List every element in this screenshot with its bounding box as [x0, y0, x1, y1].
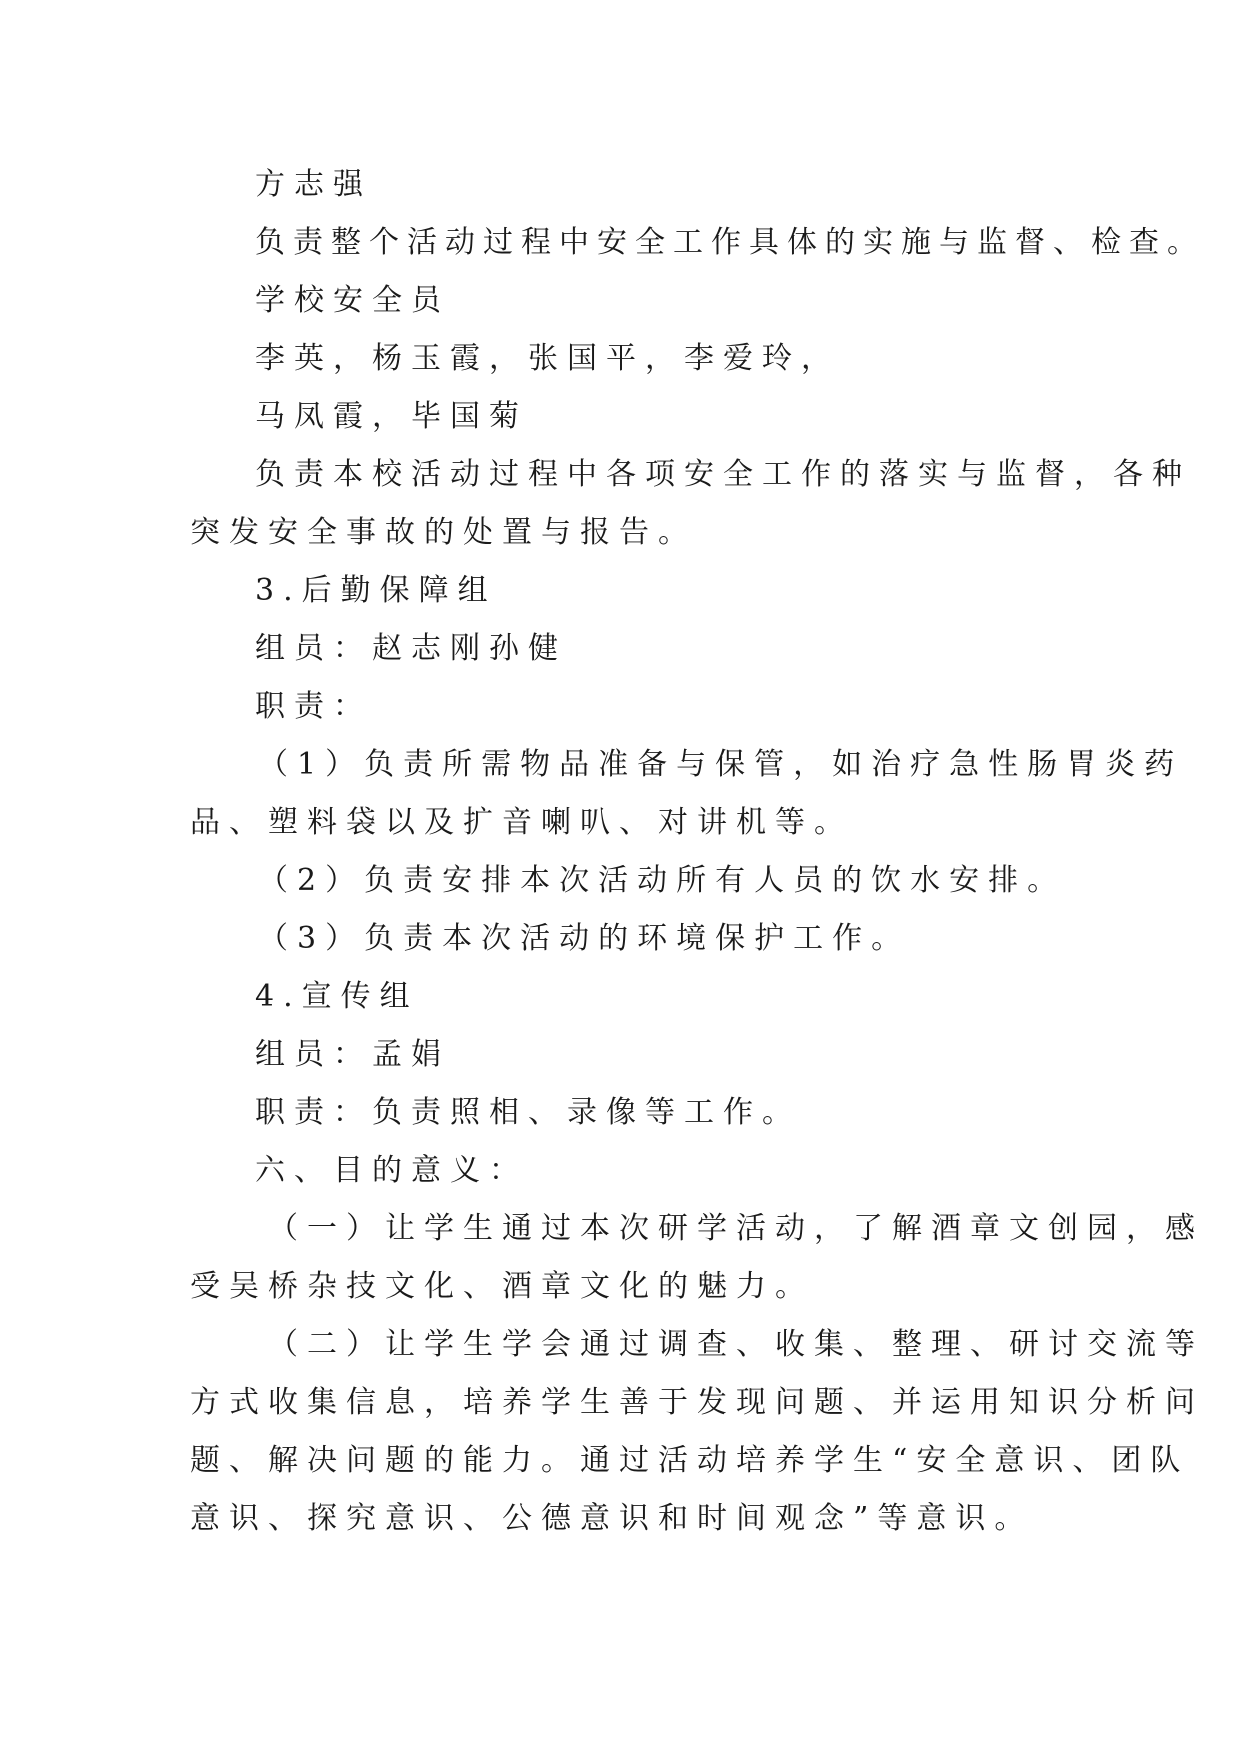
text-line: 职责：负责照相、录像等工作。: [255, 1095, 801, 1130]
text-line: （1）负责所需物品准备与保管，如治疗急性肠胃炎药: [258, 747, 1184, 782]
text-line: （二）让学生学会通过调查、收集、整理、研讨交流等: [268, 1327, 1204, 1362]
text-line: 题、解决问题的能力。通过活动培养学生“安全意识、团队: [190, 1443, 1190, 1478]
text-line: 品、塑料袋以及扩音喇叭、对讲机等。: [190, 805, 853, 840]
text-line: 4.宣传组: [255, 979, 419, 1014]
text-line: 方式收集信息，培养学生善于发现问题、并运用知识分析问: [190, 1385, 1204, 1420]
text-line: 受吴桥杂技文化、酒章文化的魅力。: [190, 1269, 814, 1304]
text-line: （2）负责安排本次活动所有人员的饮水安排。: [258, 863, 1067, 898]
text-line: （3）负责本次活动的环境保护工作。: [258, 921, 911, 956]
text-line: 负责整个活动过程中安全工作具体的实施与监督、检查。: [255, 225, 1205, 260]
text-line: 突发安全事故的处置与报告。: [190, 515, 697, 550]
text-line: 方志强: [255, 167, 372, 202]
text-line: 李英，杨玉霞，张国平，李爱玲，: [255, 341, 840, 376]
section-heading: 六、目的意义：: [255, 1153, 528, 1188]
text-line: 负责本校活动过程中各项安全工作的落实与监督，各种: [255, 457, 1191, 492]
text-line: （一）让学生通过本次研学活动，了解酒章文创园，感: [268, 1211, 1204, 1246]
text-line: 组员：赵志刚孙健: [255, 631, 567, 666]
text-line: 职责：: [255, 689, 372, 724]
text-line: 马凤霞，毕国菊: [255, 399, 528, 434]
text-line: 学校安全员: [255, 283, 450, 318]
text-line: 3.后勤保障组: [255, 573, 497, 608]
text-line: 意识、探究意识、公德意识和时间观念”等意识。: [190, 1501, 1034, 1536]
text-line: 组员：孟娟: [255, 1037, 450, 1072]
